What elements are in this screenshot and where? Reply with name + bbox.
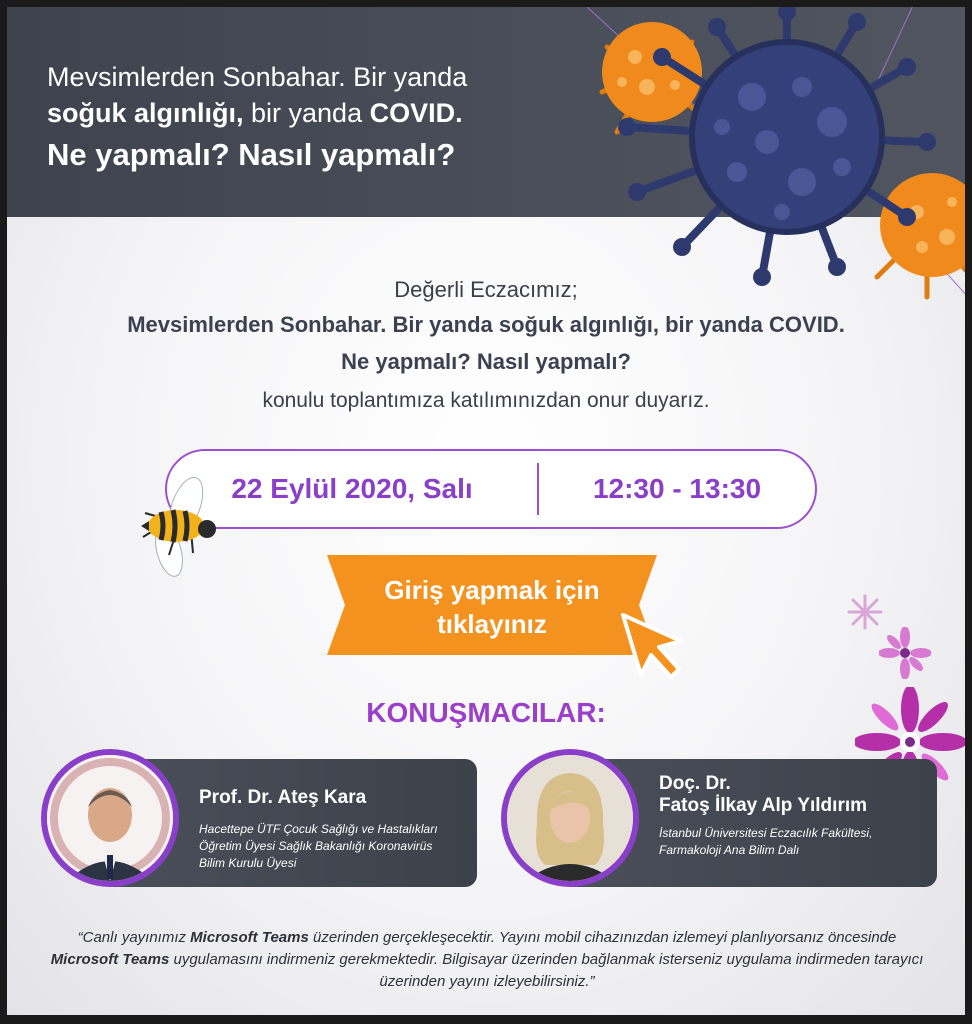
login-button-line-2: tıklayınız bbox=[437, 609, 547, 639]
speaker-2-name bbox=[659, 773, 867, 817]
speakers-title: KONUŞMACILAR: bbox=[366, 697, 606, 728]
header-covid-text: COVID. bbox=[369, 98, 463, 128]
speaker-1-desc-line-1: Hacettepe ÜTF Çocuk Sağlığı ve Hastalıkları bbox=[199, 822, 438, 836]
speaker-2-title: Doç. Dr. bbox=[659, 773, 731, 794]
speaker-1-desc-line-3: Bilim Kurulu Üyesi bbox=[199, 856, 297, 870]
footer-quote-open: “Canlı yayınımız bbox=[77, 929, 191, 946]
footer-teams-1: Microsoft Teams bbox=[190, 929, 309, 946]
speaker-2-desc-line-1: İstanbul Üniversitesi Eczacılık Fakültesi, bbox=[659, 826, 873, 840]
speaker-1-name: Prof. Dr. Ateş Kara bbox=[199, 787, 367, 808]
cursor-arrow-icon bbox=[619, 611, 691, 681]
small-flower-icon bbox=[845, 592, 885, 632]
speaker-2-desc-line-2: Farmakoloji Ana Bilim Dalı bbox=[659, 843, 800, 857]
speaker-2-avatar bbox=[507, 755, 633, 881]
login-button-label bbox=[327, 573, 657, 641]
login-button[interactable] bbox=[327, 555, 657, 655]
header-connector-text: bir yanda bbox=[243, 98, 370, 128]
speaker-card-1 bbox=[41, 749, 477, 887]
footer-teams-2: Microsoft Teams bbox=[50, 951, 170, 968]
speaker-2-portrait bbox=[507, 755, 633, 881]
footer-part-1: üzerinden gerçekleşecektir. Yayını mobil cihazınızdan izlemeyi planlıyorsanız öncesinde bbox=[308, 929, 897, 946]
header-cold-text: soğuk algınlığı, bbox=[47, 98, 244, 128]
login-button-line-1: Giriş yapmak için bbox=[384, 575, 600, 605]
speaker-2-photo-ring bbox=[501, 749, 639, 887]
medium-flower-icon bbox=[879, 627, 931, 679]
virus-illustration bbox=[587, 7, 965, 317]
speaker-2-fullname: Fatoş İlkay Alp Yıldırım bbox=[659, 795, 868, 816]
footer-note bbox=[47, 927, 927, 993]
header-line-2 bbox=[47, 95, 467, 131]
speaker-2-description bbox=[659, 825, 872, 859]
footer-part-2: uygulamasını indirmeniz gerekmektedir. Bilgisayar üzerinden bağlanmak isterseniz uygulama indirmeden tarayıcı üzerinden yayını izleyebilirsiniz.” bbox=[169, 951, 924, 990]
header-line-1: Mevsimlerden Sonbahar. Bir yanda bbox=[47, 62, 468, 92]
honor-text: konulu toplantımıza katılımınızdan onur duyarız. bbox=[262, 389, 710, 412]
bee-icon bbox=[131, 471, 231, 581]
event-time: 12:30 - 13:30 bbox=[592, 473, 762, 504]
header-title bbox=[47, 59, 467, 177]
speaker-1-photo-ring bbox=[41, 749, 179, 887]
speaker-1-desc-line-2: Öğretim Üyesi Sağlık Bakanlığı Koronavirüs bbox=[199, 839, 433, 853]
invitation-card bbox=[7, 7, 965, 1015]
greeting-text: Değerli Eczacımız; bbox=[394, 277, 578, 302]
speaker-1-avatar bbox=[47, 755, 173, 881]
event-date: 22 Eylül 2020, Salı bbox=[231, 473, 473, 504]
speaker-1-portrait bbox=[47, 755, 173, 881]
speaker-card-2 bbox=[501, 749, 937, 887]
topic-line-1: Mevsimlerden Sonbahar. Bir yanda soğuk algınlığı, bir yanda COVID. bbox=[127, 312, 845, 337]
topic-line-2: Ne yapmalı? Nasıl yapmalı? bbox=[341, 349, 631, 374]
header-line-3: Ne yapmalı? Nasıl yapmalı? bbox=[47, 137, 456, 172]
event-datetime-box bbox=[165, 449, 817, 529]
speaker-1-description bbox=[199, 821, 438, 872]
